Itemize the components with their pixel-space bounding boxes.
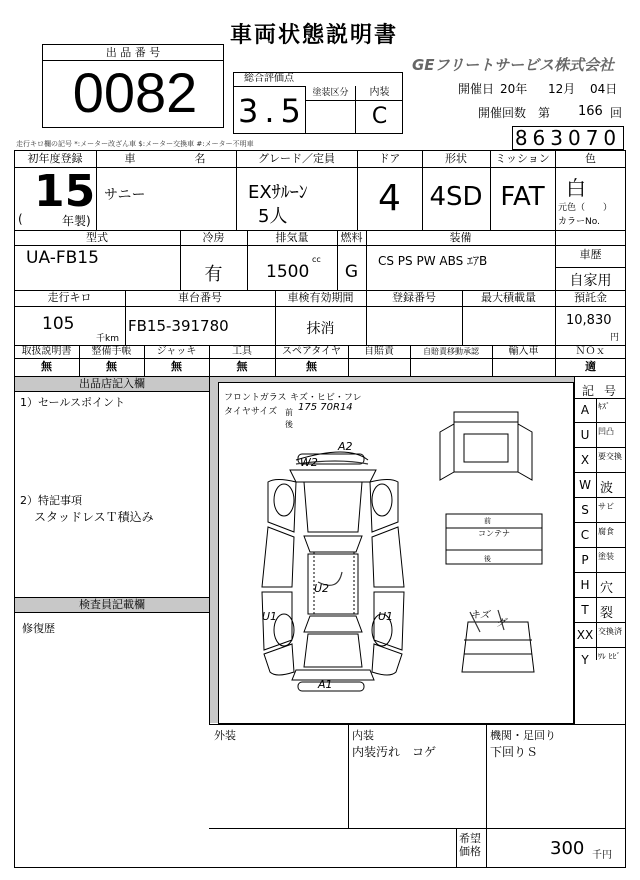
tools-value: 無 xyxy=(236,360,248,373)
damage-note-gu: グ xyxy=(496,618,506,629)
legend-code: Y xyxy=(581,653,589,667)
desired-price-label: 希望価格 xyxy=(459,832,481,858)
legend-code: P xyxy=(581,553,589,567)
grade-value: EXｻﾙｰﾝ xyxy=(248,182,308,203)
mileage-symbol-note: 走行キロ欄の記号 *:メーター改ざん車 $:メーター交換車 #:メーター不明車 xyxy=(16,140,254,148)
rating-label: 総合評価点 xyxy=(244,73,294,84)
tools-header: 工具 xyxy=(232,346,252,357)
history-value: 自家用 xyxy=(569,273,612,289)
sales-point-label: 1）セールスポイント xyxy=(20,396,126,409)
interior-text: 内装汚れ コゲ xyxy=(352,745,437,759)
first-reg-header: 初年度登録 xyxy=(27,152,83,165)
name-header: 名 xyxy=(194,152,206,165)
cc-unit: cc xyxy=(312,255,321,264)
tire-front-mark: 前 xyxy=(285,408,293,417)
color-header: 色 xyxy=(585,152,596,165)
damage-code-legend xyxy=(574,398,626,672)
paint-class-label: 塗装区分 xyxy=(312,88,349,98)
capacity-value: 5人 xyxy=(258,206,288,227)
damage-note-kizu: キズ xyxy=(470,610,490,621)
fuel-value: G xyxy=(344,262,359,282)
max-load-header: 最大積載量 xyxy=(481,291,536,304)
mission-value: FAT xyxy=(500,182,545,212)
maint-book-value: 無 xyxy=(106,360,117,373)
chassis-value: FB15-391780 xyxy=(128,317,229,335)
import-header: 輸入車 xyxy=(508,346,539,357)
inspector-notes-header: 検査員記載欄 xyxy=(79,598,145,611)
legend-code: H xyxy=(580,578,590,592)
inspection-number: 863070 xyxy=(514,126,622,150)
cali-transfer-header: 自賠責移動承認 xyxy=(423,347,479,356)
first-reg-year: 15 xyxy=(34,166,96,217)
interior-grade-label: 内装 xyxy=(369,87,390,98)
deposit-header: 預託金 xyxy=(574,291,607,304)
legend-code: A xyxy=(580,403,590,417)
legend-desc: 波 xyxy=(600,481,614,496)
car-body-diagram xyxy=(218,382,574,724)
jack-header: ジャッキ xyxy=(156,346,197,357)
displacement-value: 1500 xyxy=(266,262,310,282)
desired-price-value: 300 xyxy=(550,838,585,859)
legend-code: X xyxy=(580,453,590,467)
session-count-label: 開催回数 第 xyxy=(478,106,551,120)
shaken-value: 抹消 xyxy=(306,321,335,337)
nox-value: 適 xyxy=(585,360,596,373)
engine-label: 機関・足回り xyxy=(490,729,556,742)
damage-note-a2: A2 xyxy=(338,440,353,453)
desired-price-unit: 千円 xyxy=(592,850,612,861)
legend-desc: 穴 xyxy=(600,581,614,596)
spare-tire-header: スペアタイヤ xyxy=(281,346,342,357)
damage-note-u1: U1 xyxy=(262,610,278,623)
store-notes-header: 出品店記入欄 xyxy=(79,377,145,390)
equipment-header: 装備 xyxy=(449,231,472,244)
legend-code: XX xyxy=(576,628,594,642)
legend-header-a: 記 xyxy=(582,384,595,398)
color-value: 白 xyxy=(566,176,586,200)
mileage-unit: 千km xyxy=(96,334,119,344)
mileage-header: 走行キロ xyxy=(47,291,92,304)
color-number-label: カラーNo. xyxy=(558,217,600,227)
displacement-header: 排気量 xyxy=(275,231,309,244)
deposit-value: 10,830 xyxy=(566,313,612,328)
grade-header: グレード／定員 xyxy=(258,152,335,165)
mileage-value: 105 xyxy=(42,314,75,334)
shape-value: 4SD xyxy=(429,182,483,212)
interior-grade-value: C xyxy=(371,104,388,129)
container-front-label: 前 xyxy=(484,517,491,525)
special-notes-text: スタッドレスＴ積込み xyxy=(34,510,154,524)
legend-header-b: 号 xyxy=(604,384,617,398)
doors-value: 4 xyxy=(378,178,401,219)
manual-header: 取扱説明書 xyxy=(21,346,72,357)
car-header: 車 xyxy=(124,152,136,165)
legend-code: T xyxy=(581,603,589,617)
lot-number: 0082 xyxy=(72,61,198,124)
aircon-value: 有 xyxy=(204,264,223,285)
legend-desc: ｷｽﾞ xyxy=(598,402,610,411)
session-count: 166 xyxy=(578,104,603,119)
original-color: 元色（ ） xyxy=(558,203,613,213)
legend-desc: サビ xyxy=(598,502,614,511)
session-count-unit: 回 xyxy=(610,106,623,120)
container-rear-label: 後 xyxy=(484,555,491,563)
nox-header: ＮＯｘ xyxy=(575,346,606,357)
model-value: UA-FB15 xyxy=(26,248,99,268)
special-notes-label: 2）特記事項 xyxy=(20,494,82,507)
rating-value: 3.5 xyxy=(238,92,307,130)
damage-note-w2: W2 xyxy=(300,456,318,469)
legend-code: C xyxy=(580,528,590,542)
year-unit: 年製) xyxy=(62,214,91,228)
doors-header: ドア xyxy=(378,152,401,165)
jack-value: 無 xyxy=(171,360,182,373)
legend-desc: 要交換 xyxy=(598,452,622,461)
legend-code: S xyxy=(581,503,589,517)
repair-history-label: 修復歴 xyxy=(22,622,55,635)
lot-label: 出 品 番 号 xyxy=(43,45,223,61)
tire-rear-mark: 後 xyxy=(285,420,293,429)
lot-box xyxy=(42,44,224,128)
model-header: 型式 xyxy=(86,231,108,244)
diagram-frame-shade xyxy=(210,377,218,723)
damage-note-a1: A1 xyxy=(318,678,333,691)
legend-desc: ﾜﾚ ﾋﾋﾞ xyxy=(598,652,621,661)
legend-code: W xyxy=(579,478,591,492)
session-month: 12月 xyxy=(548,82,576,96)
car-name: サニー xyxy=(104,187,146,203)
exterior-label: 外装 xyxy=(214,729,236,742)
legend-code: U xyxy=(580,428,590,442)
legend-desc: 腐食 xyxy=(598,527,614,536)
reg-number-header: 登録番号 xyxy=(392,291,436,304)
inspection-number-box xyxy=(512,126,624,150)
company-name: GEフリートサービス株式会社 xyxy=(412,56,614,74)
session-year: 20年 xyxy=(500,82,528,96)
mission-header: ミッション xyxy=(495,152,550,165)
equipment-value: CS PS PW ABS ｴｱB xyxy=(378,254,488,268)
interior-label: 内装 xyxy=(352,729,374,742)
shaken-header: 車検有効期間 xyxy=(287,291,354,304)
tire-size-handwritten: 175 70R14 xyxy=(298,402,353,413)
aircon-header: 冷房 xyxy=(202,231,225,244)
legend-desc: 塗装 xyxy=(598,552,614,561)
legend-desc: 交換済 xyxy=(598,627,622,636)
legend-desc: 凹凸 xyxy=(598,427,614,436)
spare-tire-value: 無 xyxy=(306,360,317,373)
deposit-unit: 円 xyxy=(610,333,620,343)
fuel-header: 燃料 xyxy=(340,231,363,244)
container-label: コンテナ xyxy=(478,529,510,538)
tire-size-label: タイヤサイズ xyxy=(224,407,278,417)
shape-header: 形状 xyxy=(445,152,467,165)
cali-header: 自賠責 xyxy=(364,346,394,357)
damage-note-u2: U2 xyxy=(314,582,330,595)
maint-book-header: 整備手帳 xyxy=(91,346,132,357)
session-day: 04日 xyxy=(590,82,618,96)
history-header: 車歴 xyxy=(579,248,602,261)
engine-text: 下回りＳ xyxy=(490,745,539,759)
session-date-label: 開催日 xyxy=(458,82,495,96)
windshield-marks: キズ・ヒビ・フレ xyxy=(290,393,362,403)
chassis-header: 車台番号 xyxy=(178,291,222,304)
year-paren-open: ( xyxy=(18,212,23,226)
damage-note-u1b: U1 xyxy=(378,610,394,623)
windshield-label: フロントガラス xyxy=(224,393,287,403)
legend-desc: 裂 xyxy=(600,606,614,621)
document-title: 車両状態説明書 xyxy=(230,23,399,48)
manual-value: 無 xyxy=(41,360,52,373)
